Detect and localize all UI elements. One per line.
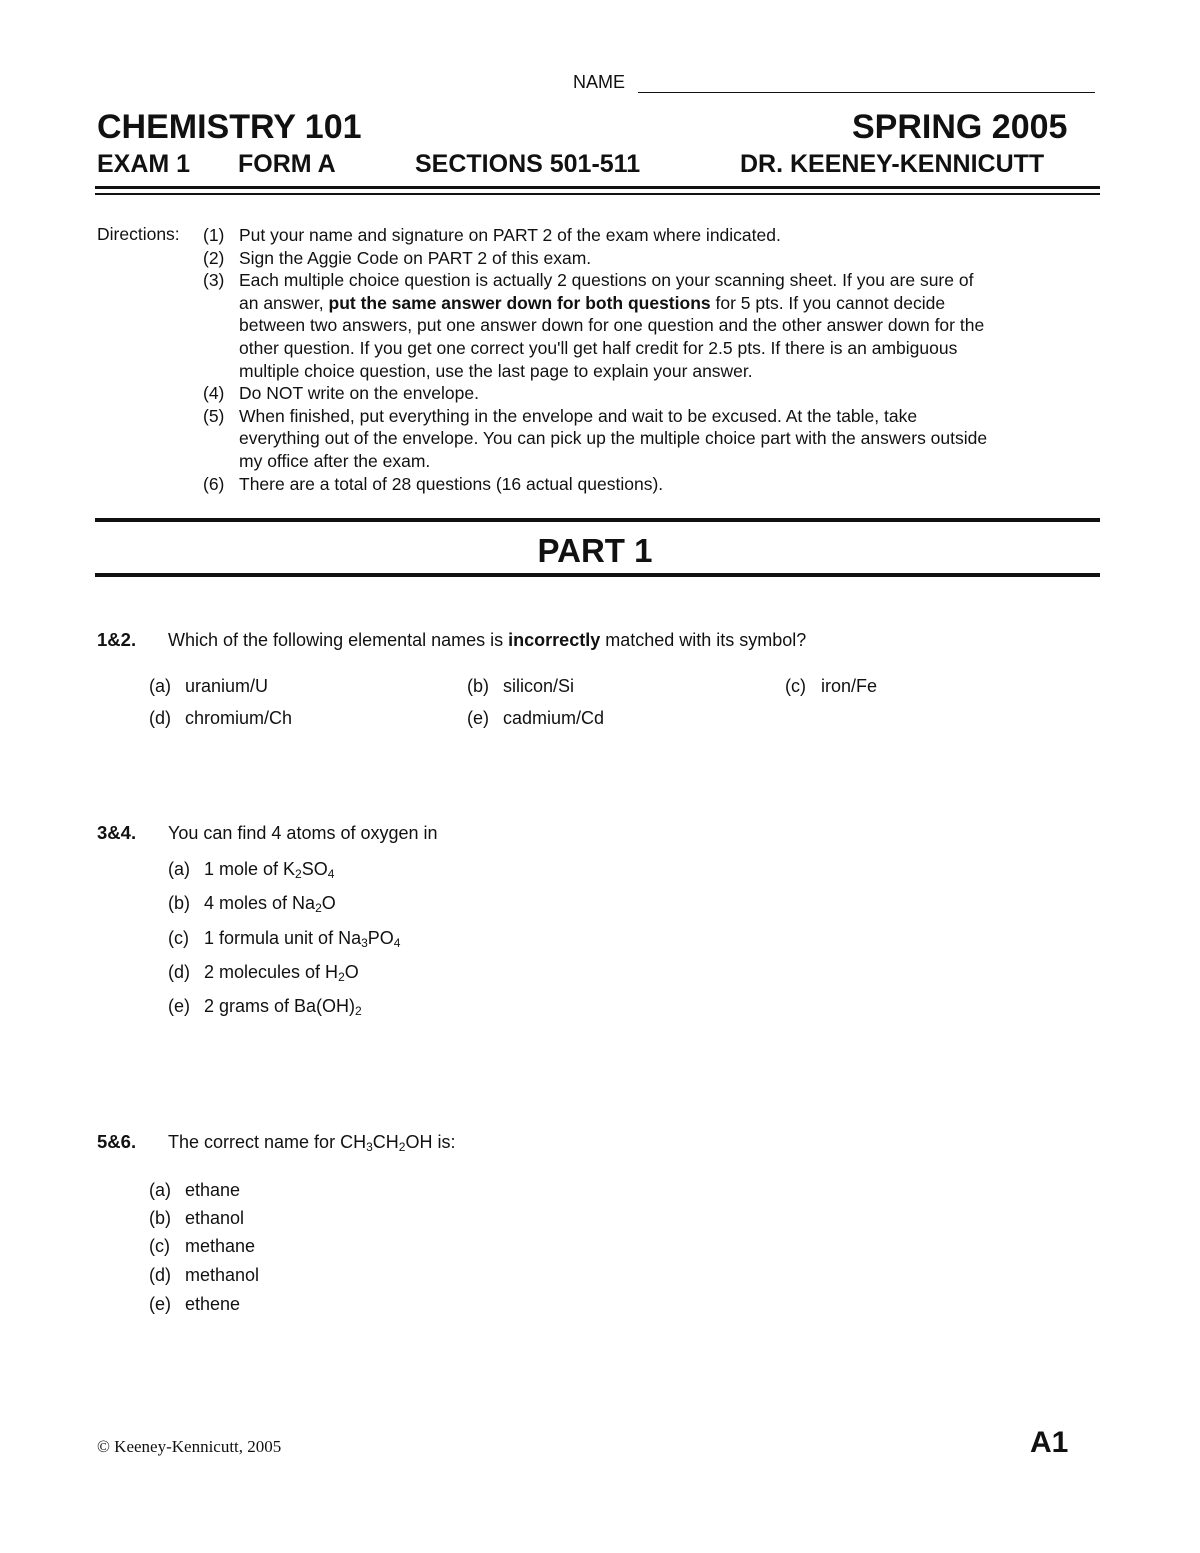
part-rule-top [95,518,1100,522]
formula-text: SO [301,859,328,879]
formula-text: PO [367,928,394,948]
direction-number: (3) [203,270,225,291]
option-text: ethene [185,1294,241,1314]
option-label: (c) [149,1236,170,1256]
subscript: 4 [327,867,335,881]
question-number: 3&4. [97,822,137,843]
direction-text: There are a total of 28 questions (16 actual questions). [239,473,664,494]
name-label: NAME [573,72,626,92]
course-title: CHEMISTRY 101 [97,108,362,146]
option-label: (a) [149,676,171,696]
formula-text: OH is: [405,1132,456,1152]
formula-text: CH [372,1132,399,1152]
direction-line: my office after the exam. [239,450,431,471]
answer-option [149,1294,240,1315]
option-label: (d) [149,1265,171,1285]
option-text: chromium/Ch [185,708,293,728]
direction-line [239,292,1099,315]
answer-option [168,962,359,984]
formula-text: The correct name for CH [168,1132,367,1152]
formula-text: 2 molecules of H [204,962,339,982]
answer-option [168,928,400,950]
term-title: SPRING 2005 [852,108,1068,146]
option-label: (b) [467,676,489,696]
option-text: uranium/U [185,676,269,696]
direction-number: (2) [203,247,225,268]
answer-option [149,1180,240,1201]
option-label: (a) [149,1180,171,1200]
exam-sections: SECTIONS 501-511 [415,150,641,178]
subscript: 2 [315,901,322,915]
direction-text: Do NOT write on the envelope. [239,383,479,404]
option-text: methane [185,1236,256,1256]
answer-option [149,1265,259,1286]
formula-text: 1 mole of K [204,859,296,879]
formula-text: O [344,962,359,982]
subscript: 2 [295,867,302,881]
option-label: (d) [149,708,171,728]
answer-option [168,859,334,881]
subscript: 3 [361,936,368,950]
question-number: 5&6. [97,1131,137,1152]
formula-text: 1 formula unit of Na [204,928,362,948]
direction-line: Each multiple choice question is actually 2 questions on your scanning sheet. If you are sure of [239,270,974,291]
exam-form: FORM A [238,150,336,178]
option-label: (b) [168,893,190,913]
option-label: (e) [467,708,489,728]
subscript: 2 [338,970,345,984]
answer-option [149,1208,244,1229]
option-text: silicon/Si [503,676,575,696]
header-rule-top [95,186,1100,189]
option-text: methanol [185,1265,260,1285]
question-emphasis: incorrectly [508,630,601,650]
instructor-name: DR. KEENEY-KENNICUTT [740,150,1045,178]
direction-number: (5) [203,405,225,426]
option-label: (c) [168,928,189,948]
answer-option [785,676,877,697]
question-text: You can find 4 atoms of oxygen in [168,823,438,843]
subscript: 3 [366,1140,373,1154]
direction-text [239,405,1099,473]
direction-text: Put your name and signature on PART 2 of the exam where indicated. [239,225,781,245]
direction-text: Sign the Aggie Code on PART 2 of this exam. [239,247,592,268]
formula-text: O [321,893,336,913]
question-span: matched with its symbol? [600,630,807,650]
directions-list [203,224,1103,494]
direction-number: (4) [203,383,225,404]
direction-line: everything out of the envelope. You can pick up the multiple choice part with the answers outside [239,428,988,449]
exam-number: EXAM 1 [97,150,191,178]
option-label: (b) [149,1208,171,1228]
option-label: (c) [785,676,806,696]
direction-line: between two answers, put one answer down for one question and the other answer down for the [239,315,985,336]
answer-option [149,676,268,697]
direction-span: for 5 pts. If you cannot decide [710,292,946,313]
option-label: (d) [168,962,190,982]
directions-label: Directions: [97,224,180,244]
option-text: iron/Fe [821,676,878,696]
option-label: (e) [149,1294,171,1314]
option-text: ethane [185,1180,241,1200]
page-code: A1 [1030,1426,1069,1459]
direction-number: (1) [203,225,225,245]
question-text [168,630,806,651]
direction-number: (6) [203,473,225,494]
name-field-line[interactable] [638,92,1095,93]
copyright-notice: © Keeney-Kennicutt, 2005 [97,1437,282,1456]
direction-emphasis: put the same answer down for both questions [328,292,711,313]
part-title: PART 1 [537,532,653,569]
subscript: 2 [355,1004,362,1018]
direction-line: other question. If you get one correct you'll get half credit for 2.5 pts. If there is an ambiguous [239,337,958,358]
direction-text [239,269,1099,382]
answer-option [168,996,362,1018]
option-label: (a) [168,859,190,879]
subscript: 4 [393,936,401,950]
answer-option [467,676,574,697]
question-span: Which of the following elemental names is [168,630,509,650]
header-rule-bottom [95,193,1100,195]
part-rule-bottom [95,573,1100,577]
answer-option [149,708,292,729]
option-text: cadmium/Cd [503,708,605,728]
question-text [168,1132,455,1154]
option-label: (e) [168,996,190,1016]
formula-text: 2 grams of Ba(OH) [204,996,356,1016]
direction-line: When finished, put everything in the envelope and wait to be excused. At the table, take [239,405,918,426]
direction-span: an answer, [239,292,329,313]
subscript: 2 [398,1140,406,1154]
formula-text: 4 moles of Na [204,893,316,913]
question-number: 1&2. [97,629,137,650]
answer-option [149,1236,255,1257]
answer-option [168,893,336,915]
answer-option [467,708,604,729]
option-text: ethanol [185,1208,245,1228]
direction-line: multiple choice question, use the last page to explain your answer. [239,360,753,381]
